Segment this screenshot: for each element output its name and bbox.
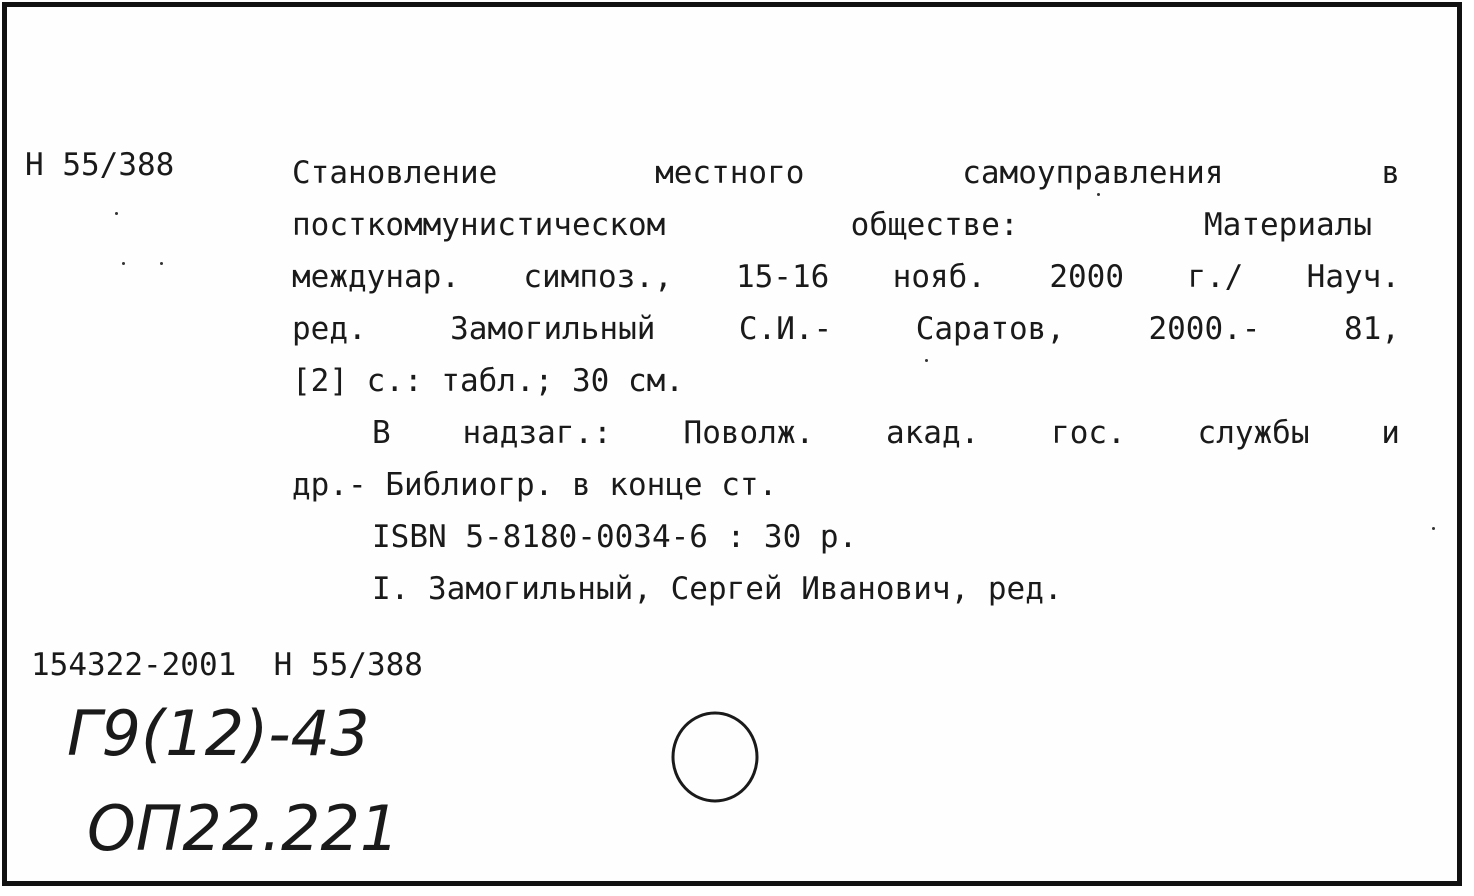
word: посткоммунистическом: [292, 207, 666, 243]
word: С.И.-: [738, 311, 833, 347]
word: Становление: [292, 155, 498, 191]
word: В: [372, 415, 391, 451]
word: гос.: [1051, 415, 1126, 451]
word: Науч.: [1306, 259, 1400, 295]
speck: [160, 262, 163, 265]
word: 2000: [1049, 259, 1124, 295]
word: 81,: [1343, 311, 1400, 347]
entry-line-5: [2] с.: табл.; 30 см.: [292, 363, 684, 399]
speck: [115, 212, 118, 215]
word: 15-16: [735, 259, 830, 295]
entry-line-3: [292, 251, 1400, 303]
punch-hole-circle: [669, 709, 765, 809]
word: Материалы: [1204, 207, 1372, 243]
word: акад.: [885, 415, 980, 451]
speck: [1432, 527, 1435, 530]
word: нояб.: [892, 259, 986, 295]
word: и: [1381, 415, 1400, 451]
word: г./: [1187, 259, 1244, 295]
word: местного: [655, 155, 805, 191]
accession-number: 154322-2001 Н 55/388: [31, 647, 423, 683]
isbn-line: ISBN 5-8180-0034-6 : 30 р.: [372, 519, 858, 555]
word: надзаг.:: [462, 415, 612, 451]
word: 2000.-: [1148, 311, 1261, 347]
entry-line-2: [292, 199, 1372, 251]
word: службы: [1197, 415, 1310, 451]
speck: [122, 262, 125, 265]
word: обществе:: [850, 207, 1019, 243]
editor-line: I. Замогильный, Сергей Иванович, ред.: [372, 571, 1063, 607]
entry-line-7: др.- Библиогр. в конце ст.: [292, 467, 778, 503]
entry-line-1: [292, 147, 1400, 199]
word: Саратов,: [915, 311, 1066, 347]
speck: [1097, 193, 1100, 196]
word: в: [1381, 155, 1400, 191]
word: Замогильный: [450, 311, 656, 347]
word: самоуправления: [962, 155, 1224, 191]
entry-line-6: [292, 407, 1400, 459]
word: ред.: [292, 311, 367, 347]
word: междунар.: [292, 259, 460, 295]
handwritten-code: ОП22.221: [87, 792, 400, 865]
catalog-card: [2, 2, 1462, 886]
word: симпоз.,: [523, 259, 673, 295]
speck: [925, 359, 928, 362]
shelf-mark: Н 55/388: [25, 147, 175, 183]
bibliographic-entry: [292, 147, 1400, 615]
word: Поволж.: [683, 415, 815, 451]
entry-line-4: [292, 303, 1400, 355]
handwritten-classification: Г9(12)-43: [67, 697, 370, 770]
